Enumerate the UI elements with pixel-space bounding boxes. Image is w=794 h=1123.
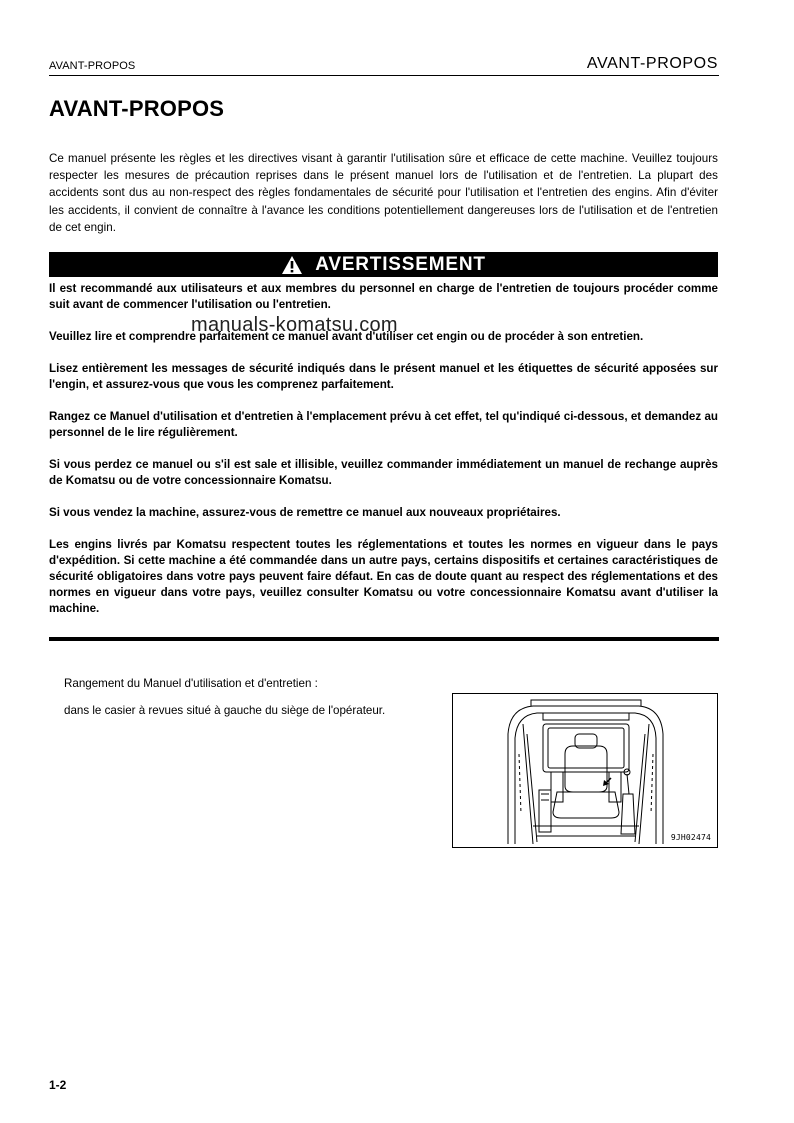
storage-location-text: dans le casier à revues situé à gauche du siège de l'opérateur. [64, 704, 386, 717]
warning-paragraph: Il est recommandé aux utilisateurs et aux membres du personnel en charge de l'entretien de toujours procéder comme suit avant de commencer l'utilisation ou l'entretien. [49, 282, 718, 311]
warning-bottom-rule [49, 637, 719, 641]
warning-paragraph: Les engins livrés par Komatsu respectent toutes les réglementations et toutes les normes en vigueur dans le pays d'expédition. Si cette machine a été commandée dans un autre pays, certains dispositifs et certaines caractéristiques de sécurité obligatoires dans votre pays peuvent faire défaut. En cas de doute quant au respect des réglementations et des normes en vigueur dans votre pays, veuillez consulter Komatsu ou votre concessionnaire Komatsu avant d'utiliser la machine. [49, 538, 718, 615]
warning-triangle-icon [281, 255, 303, 275]
warning-paragraph: Si vous perdez ce manuel ou s'il est sale et illisible, veuillez commander immédiatement un manuel de rechange auprès de Komatsu ou de votre concessionnaire Komatsu. [49, 458, 718, 487]
figure-code: 9JH02474 [670, 833, 711, 842]
operator-cab-illustration [453, 694, 717, 847]
header-chapter-title: AVANT-PROPOS [586, 55, 718, 72]
storage-label: Rangement du Manuel d'utilisation et d'entretien : [64, 677, 318, 690]
intro-paragraph: Ce manuel présente les règles et les directives visant à garantir l'utilisation sûre et efficace de cette machine. Veuillez toujours respecter les mesures de précaution reprises dans le présent manuel lors de l'utilisation et de l'entretien. La plupart des accidents sont dus au non-respect des règles fondamentales de sécurité pour l'utilisation et l'entretien des engins. Afin d'éviter les accidents, il convient de connaître à l'avance les conditions potentiellement dangereuses lors de l'utilisation et de l'entretien de cet engin. [49, 152, 718, 234]
warning-title: AVERTISSEMENT [315, 253, 486, 275]
header-section-title: AVANT-PROPOS [49, 60, 136, 72]
watermark-text: manuals-komatsu.com [191, 314, 398, 336]
warning-banner [49, 252, 718, 277]
cab-illustration-figure [452, 693, 718, 848]
page-number: 1-2 [49, 1078, 67, 1092]
warning-paragraph: Veuillez lire et comprendre parfaitement ce manuel avant d'utiliser cet engin ou de procéder à son entretien. [49, 330, 644, 343]
warning-paragraph: Lisez entièrement les messages de sécurité indiqués dans le présent manuel et les étiquettes de sécurité apposées sur l'engin, et assurez-vous que vous les comprenez parfaitement. [49, 362, 718, 391]
warning-paragraph: Rangez ce Manuel d'utilisation et d'entretien à l'emplacement prévu à cet effet, tel qu'indiqué ci-dessous, et demandez au personnel de le lire régulièrement. [49, 410, 718, 439]
warning-paragraph: Si vous vendez la machine, assurez-vous de remettre ce manuel aux nouveaux propriétaires. [49, 506, 561, 519]
page-title: AVANT-PROPOS [49, 96, 225, 121]
header-divider [49, 75, 719, 76]
